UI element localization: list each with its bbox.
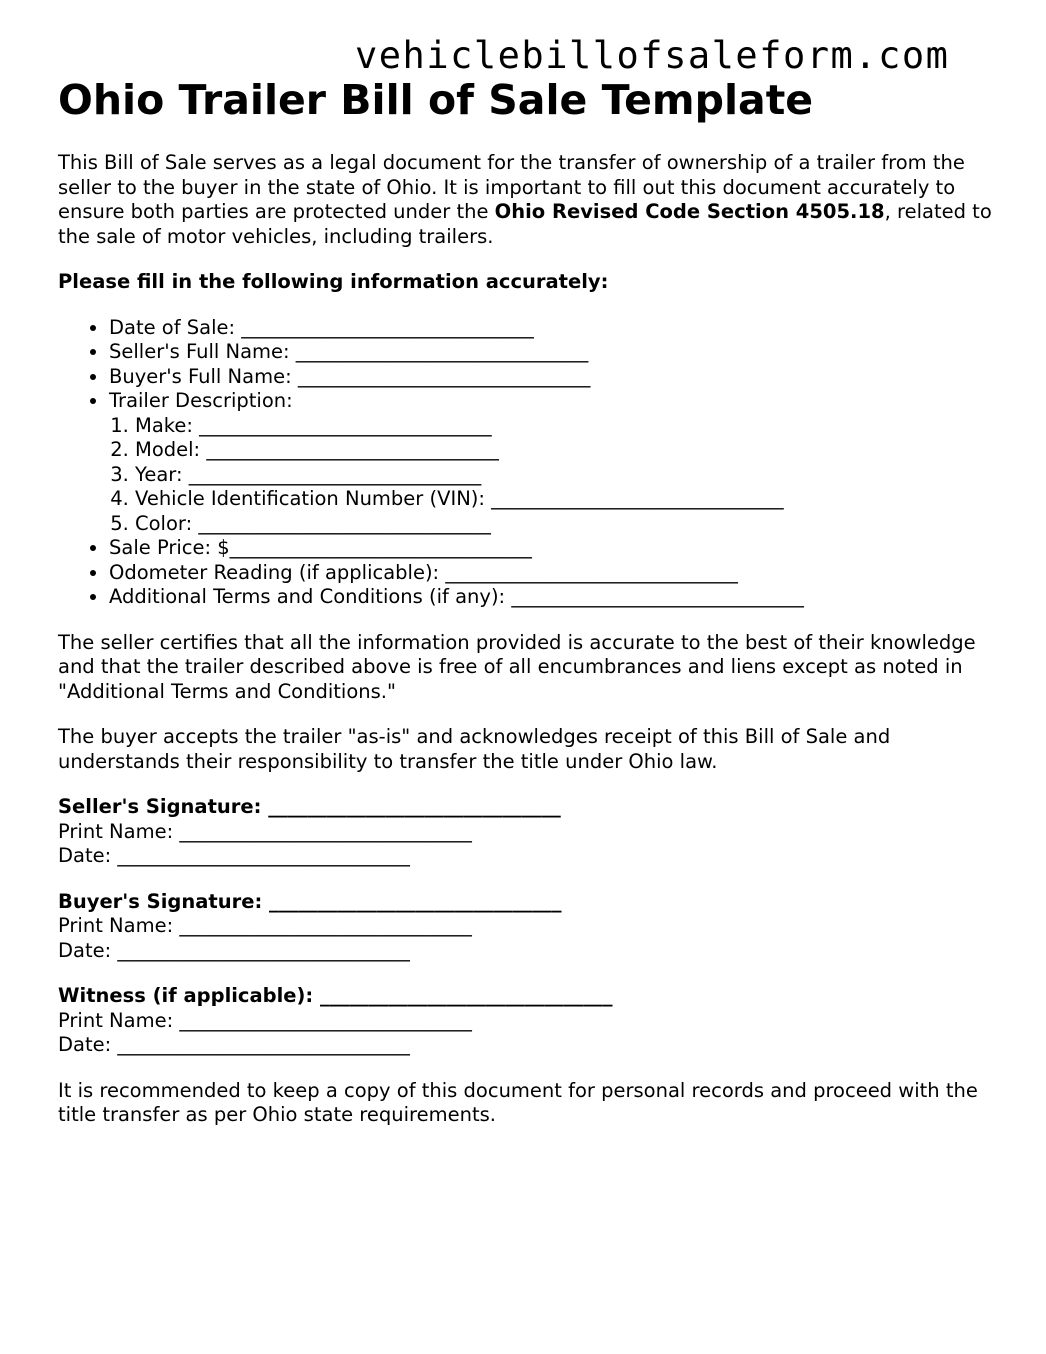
fields-list: [58, 316, 998, 610]
buyer-date-line: Date: ______________________________: [58, 938, 410, 962]
field-year: 3. Year: ______________________________: [135, 463, 998, 488]
field-trailer-description: [109, 389, 998, 536]
witness-date-line: Date: ______________________________: [58, 1033, 410, 1056]
field-additional-terms: • Additional Terms and Conditions (if any): ______________________________: [109, 585, 998, 610]
field-buyer-name: • Buyer's Full Name: ______________________________: [109, 365, 998, 390]
seller-date-line: Date: ______________________________: [58, 844, 410, 867]
witness-print-name-line: Print Name: ______________________________: [58, 1008, 472, 1032]
page-title: Ohio Trailer Bill of Sale Template: [58, 76, 814, 124]
seller-certification-paragraph: The seller certifies that all the information provided is accurate to the best of their knowledge and that the trailer described above is free of all encumbrances and liens except as noted in "Additional Terms and Conditions.": [58, 630, 976, 703]
trailer-description-label: Trailer Description:: [109, 389, 293, 412]
field-vin: 4. Vehicle Identification Number (VIN): ______________________________: [135, 487, 998, 512]
document-page: [58, 76, 998, 1128]
field-sale-price: • Sale Price: $_______________________________: [109, 536, 998, 561]
field-model: 2. Model: ______________________________: [135, 438, 998, 463]
intro-text-start: This Bill of Sale serves as a legal document for the transfer of ownership of a trailer from the seller to the buyer in the state of Ohio. It is important to fill out this document accurately to ensure both parties are protected under the: [58, 151, 965, 223]
seller-print-name-line: Print Name: ______________________________: [58, 819, 472, 843]
field-odometer: • Odometer Reading (if applicable): ______________________________: [109, 561, 998, 586]
closing-paragraph: It is recommended to keep a copy of this document for personal records and proceed with the title transfer as per Ohio state requirements.: [58, 1078, 978, 1126]
buyer-print-name-line: Print Name: ______________________________: [58, 914, 472, 937]
site-watermark: vehiclebillofsaleform.com: [355, 34, 950, 77]
field-make: 1. Make: ______________________________: [135, 414, 998, 439]
buyer-signature-block: [58, 890, 998, 964]
fill-instructions-heading: Please fill in the following information accurately:: [58, 270, 609, 293]
seller-signature-line: Seller's Signature: ______________________________: [58, 795, 561, 818]
seller-signature-block: [58, 795, 998, 869]
field-seller-name: • Seller's Full Name: ______________________________: [109, 340, 998, 365]
buyer-signature-line: Buyer's Signature: ______________________________: [58, 889, 562, 913]
witness-signature-line: Witness (if applicable): ______________________________: [58, 984, 613, 1007]
intro-text-end: , related to the sale of motor vehicles, including trailers.: [58, 200, 992, 248]
intro-paragraph: [58, 151, 998, 249]
field-date-of-sale: • Date of Sale: ______________________________: [109, 316, 998, 341]
buyer-acceptance-paragraph: The buyer accepts the trailer "as-is" and acknowledges receipt of this Bill of Sale and understands their responsibility to transfer the title under Ohio law.: [58, 725, 891, 773]
code-reference: Ohio Revised Code Section 4505.18: [494, 200, 885, 223]
field-color: 5. Color: ______________________________: [135, 512, 998, 537]
trailer-details-list: [109, 414, 998, 537]
witness-signature-block: [58, 984, 998, 1058]
